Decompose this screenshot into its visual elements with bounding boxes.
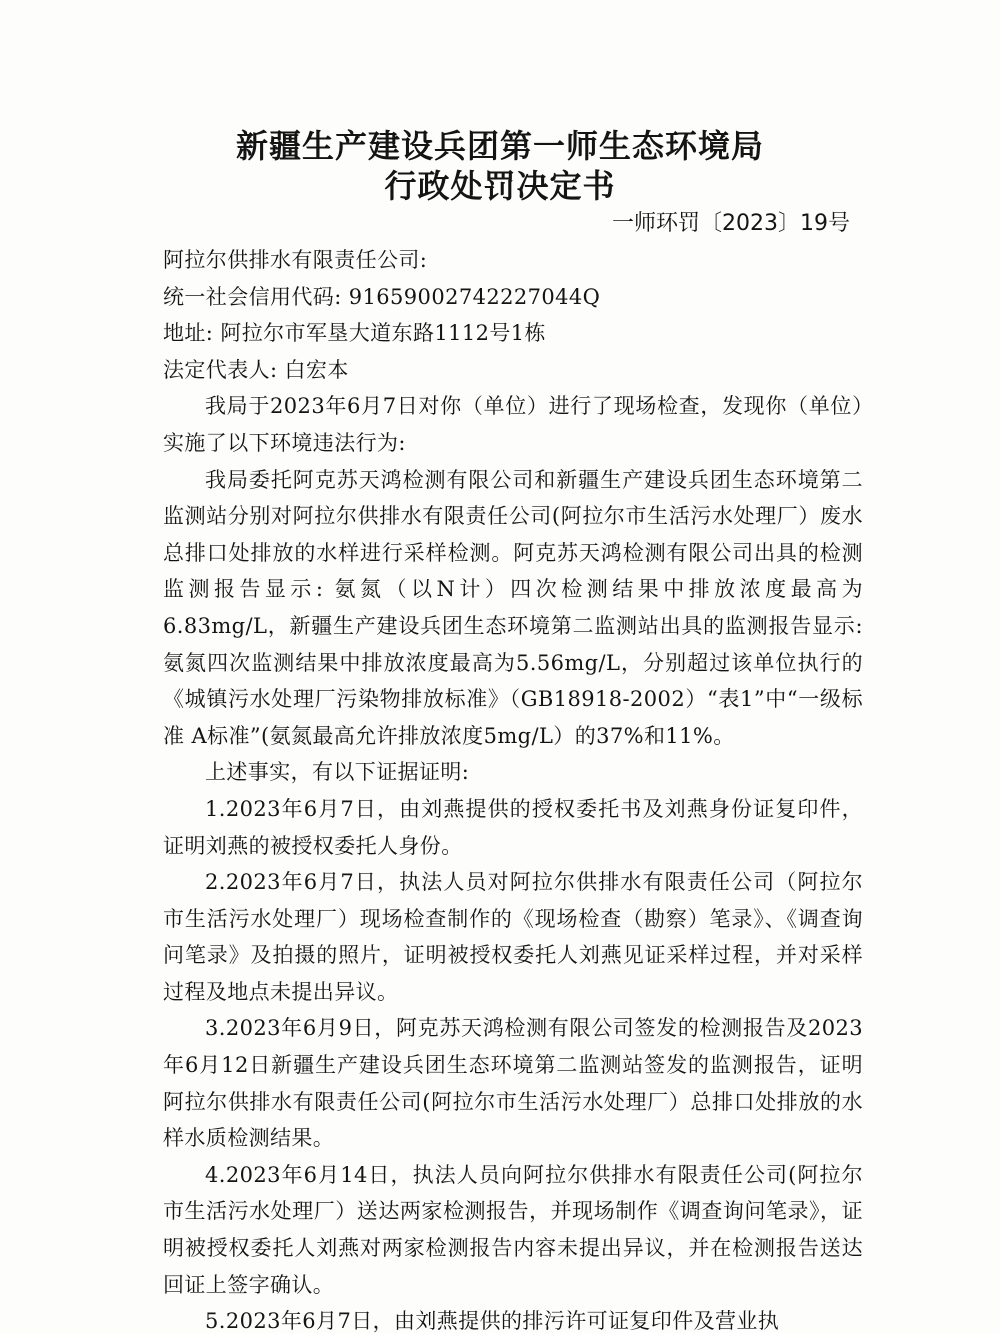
party-address: 地址: 阿拉尔市军垦大道东路1112号1栋: [163, 321, 546, 346]
evidence-item-5: 5.2023年6月7日，由刘燕提供的排污许可证复印件及营业执: [205, 1309, 780, 1334]
credit-code: 统一社会信用代码: 91659002742227044Q: [163, 284, 601, 309]
document-body: [163, 242, 863, 1340]
inspection-paragraph: 我局于2023年6月7日对你（单位）进行了现场检查，发现你（单位）实施了以下环境违法行为:: [163, 394, 863, 455]
evidence-item-4: 4.2023年6月14日，执法人员向阿拉尔供排水有限责任公司(阿拉尔市生活污水处理厂）送达两家检测报告，并现场制作《调查询问笔录》，证明被授权委托人刘燕对两家检测报告内容未提出异议，并在检测报告送达回证上签字确认。: [163, 1162, 863, 1297]
document-number: 一师环罚〔2023〕19号: [612, 211, 850, 236]
evidence-item-1: 1.2023年6月7日，由刘燕提供的授权委托书及刘燕身份证复印件，证明刘燕的被授权委托人身份。: [163, 796, 863, 858]
party-name: 阿拉尔供排水有限责任公司:: [163, 248, 428, 272]
evidence-item-2: 2.2023年6月7日，执法人员对阿拉尔供排水有限责任公司（阿拉尔市生活污水处理厂）现场检查制作的《现场检查（勘察）笔录》、《调查询问笔录》及拍摄的照片，证明被授权委托人刘燕见证采样过程，并对采样过程及地点未提出异议。: [163, 870, 863, 1004]
document-subtitle: 行政处罚决定书: [384, 167, 616, 205]
evidence-intro: 上述事实，有以下证据证明:: [205, 760, 470, 785]
violation-paragraph: 我局委托阿克苏天鸿检测有限公司和新疆生产建设兵团生态环境第二监测站分别对阿拉尔供排水有限责任公司(阿拉尔市生活污水处理厂）废水总排口处排放的水样进行采样检测。阿克苏天鸿检测有限公司出具的检测监测报告显示: 氨氮（以N计）四次检测结果中排放浓度最高为6.83mg/L，新疆生产建设兵团生态环境第二监测站出具的监测报告显示: 氨氮四次监测结果中排放浓度最高为5.56mg/L，分别超过该单位执行的《城镇污水处理厂污染物排放标准》（GB18918-2002）“表1”中“一级标准 A标准”(氨氮最高允许排放浓度5mg/L）的37%和11%。: [163, 467, 863, 748]
evidence-item-3: 3.2023年6月9日，阿克苏天鸿检测有限公司签发的检测报告及2023年6月12日新疆生产建设兵团生态环境第二监测站签发的监测报告，证明阿拉尔供排水有限责任公司(阿拉尔市生活污水处理厂）总排口处排放的水样水质检测结果。: [163, 1016, 863, 1151]
legal-representative: 法定代表人: 白宏本: [163, 357, 349, 382]
document-title: 新疆生产建设兵团第一师生态环境局: [235, 127, 764, 165]
